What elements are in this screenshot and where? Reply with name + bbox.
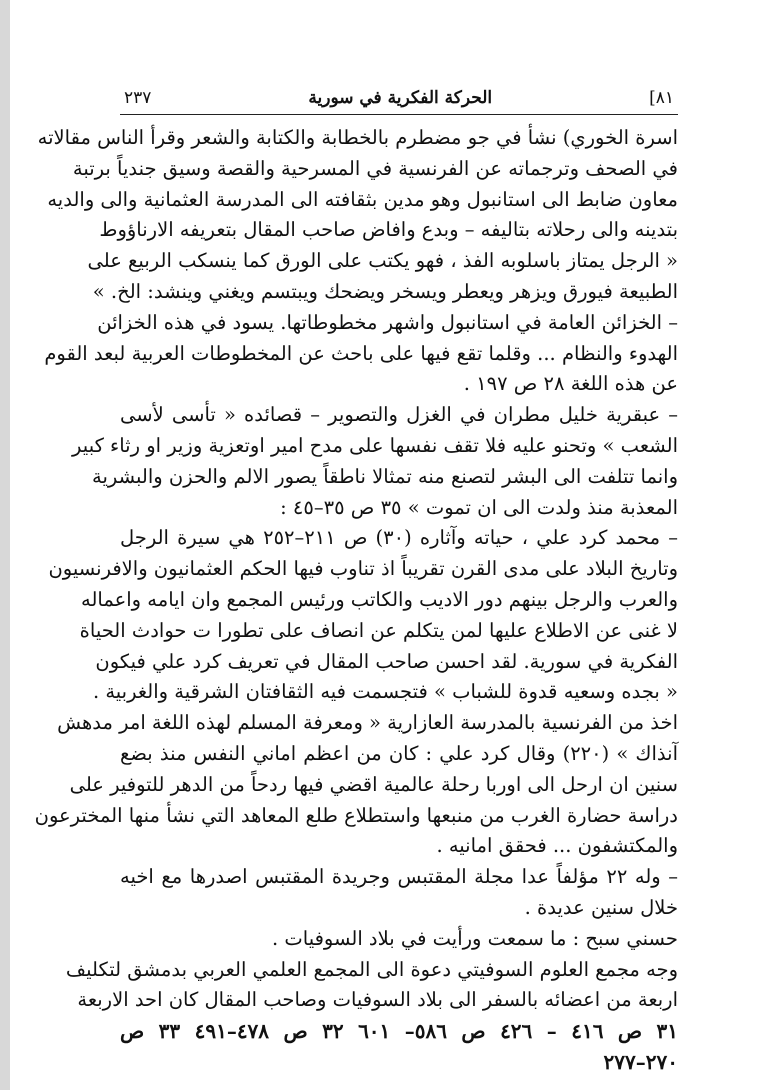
text-line: الهدوء والنظام ... وقلما تقع فيها على باحث عن المخطوطات العربية لبعد القوم bbox=[44, 341, 678, 365]
article-body bbox=[34, 123, 678, 1078]
text-line: والمكتشفون ... فحقق امانيه . bbox=[436, 834, 678, 858]
text-line: دراسة حضارة الغرب من منبعها واستطلاع طلع المعاهد التي نشأ منها المخترعون bbox=[34, 803, 678, 827]
text-line: وجه مجمع العلوم السوفيتي دعوة الى المجمع العلمي العربي بدمشق لتكليف bbox=[65, 957, 678, 981]
text-line: بتدينه والى رحلاته بتاليفه – وبدع وافاض صاحب المقال بتعريفه الارناؤوط bbox=[99, 218, 678, 242]
footnote-line: ٢٧٠–٢٧٧ bbox=[603, 1049, 678, 1074]
footnote-line: ٣١ ص ٤١٦ – ٤٢٦ ص ٥٨٦– ٦٠١ ٣٢ ص ٤٧٨–٤٩١ ٣٣ ص bbox=[120, 1019, 678, 1044]
page-number: ٢٣٧ bbox=[124, 88, 152, 108]
text-line: « بجده وسعيه قدوة للشباب » فتجسمت فيه الثقافتان الشرقية والغربية . bbox=[92, 680, 678, 704]
text-line: المعذبة منذ ولدت الى ان تموت » ٣٥ ص ٣٥–٤٥ : bbox=[280, 495, 678, 519]
text-line: اربعة من اعضائه بالسفر الى بلاد السوفيات وصاحب المقال كان احد الاربعة bbox=[77, 988, 678, 1012]
text-line: آنذاك » (٢٢٠) وقال كرد علي : كان من اعظم اماني النفس منذ بضع bbox=[120, 741, 678, 765]
text-line: وتاريخ البلاد على مدى القرن تقريباً اذ تناوب فيها الحكم العثمانيون والافرنسيون bbox=[48, 557, 678, 581]
page-header bbox=[120, 88, 678, 115]
text-line: – وله ٢٢ مؤلفاً عدا مجلة المقتبس وجريدة المقتبس اصدرها مع اخيه bbox=[120, 865, 678, 889]
text-line: الطبيعة فيورق ويزهر ويعطر ويسخر ويضحك ويبتسم ويغني وينشد: الخ. » bbox=[92, 279, 678, 303]
text-line: وانما تتلفت الى البشر لتصنع منه تمثالا ناطقاً يصور الالم والحزن والبشرية bbox=[92, 464, 678, 488]
text-line: خلال سنين عديدة . bbox=[524, 895, 678, 919]
text-line: والعرب والرجل بينهم دور الاديب والكاتب ورئيس المجمع وان ايامه واعماله bbox=[81, 587, 678, 611]
text-line: – عبقرية خليل مطران في الغزل والتصوير – قصائده « تأسى لأسى bbox=[120, 403, 678, 427]
text-line: « الرجل يمتاز باسلوبه الفذ ، فهو يكتب على الورق كما ينسكب الربيع على bbox=[87, 249, 678, 273]
page-label: ٨١] bbox=[649, 88, 674, 108]
text-line: في الصحف وترجماته عن الفرنسية في المسرحية والقصة وسيق جندياً برتبة bbox=[72, 156, 678, 180]
text-line: الفكرية في سورية. لقد احسن صاحب المقال في تعريف كرد علي فيكون bbox=[95, 649, 678, 673]
text-line: حسني سبح : ما سمعت ورأيت في بلاد السوفيات . bbox=[272, 926, 678, 950]
text-line: – الخزائن العامة في استانبول واشهر مخطوطاتها. يسود في هذه الخزائن bbox=[97, 310, 678, 334]
text-line: سنين ان ارحل الى اوربا رحلة عالمية اقضي فيها ردحاً من الدهر للتوفير على bbox=[69, 772, 678, 796]
text-line: اسرة الخوري) نشأ في جو مضطرم بالخطابة والكتابة والشعر وقرأ الناس مقالاته bbox=[37, 126, 678, 149]
text-line: معاون ضابط الى استانبول وهو مدين بثقافته الى المدرسة العثمانية والى والديه bbox=[47, 187, 678, 211]
text-line: لا غنى عن الاطلاع عليها لمن يتكلم عن انصاف على تطورا ت حوادث الحياة bbox=[79, 618, 678, 642]
text-line: – محمد كرد علي ، حياته وآثاره (٣٠) ص ٢١١–٢٥٢ هي سيرة الرجل bbox=[120, 526, 678, 550]
text-line: الشعب » وتحنو عليه فلا تقف نفسها على مدح امير اوتعزية وزير او رثاء كبير bbox=[72, 433, 678, 457]
text-line: عن هذه اللغة ٢٨ ص ١٩٧ . bbox=[463, 372, 678, 396]
scan-edge bbox=[0, 0, 10, 1090]
text-line: اخذ من الفرنسية بالمدرسة العازارية « ومعرفة المسلم لهذه اللغة امر مدهش bbox=[57, 711, 678, 735]
running-title: الحركة الفكرية في سورية bbox=[308, 88, 493, 108]
